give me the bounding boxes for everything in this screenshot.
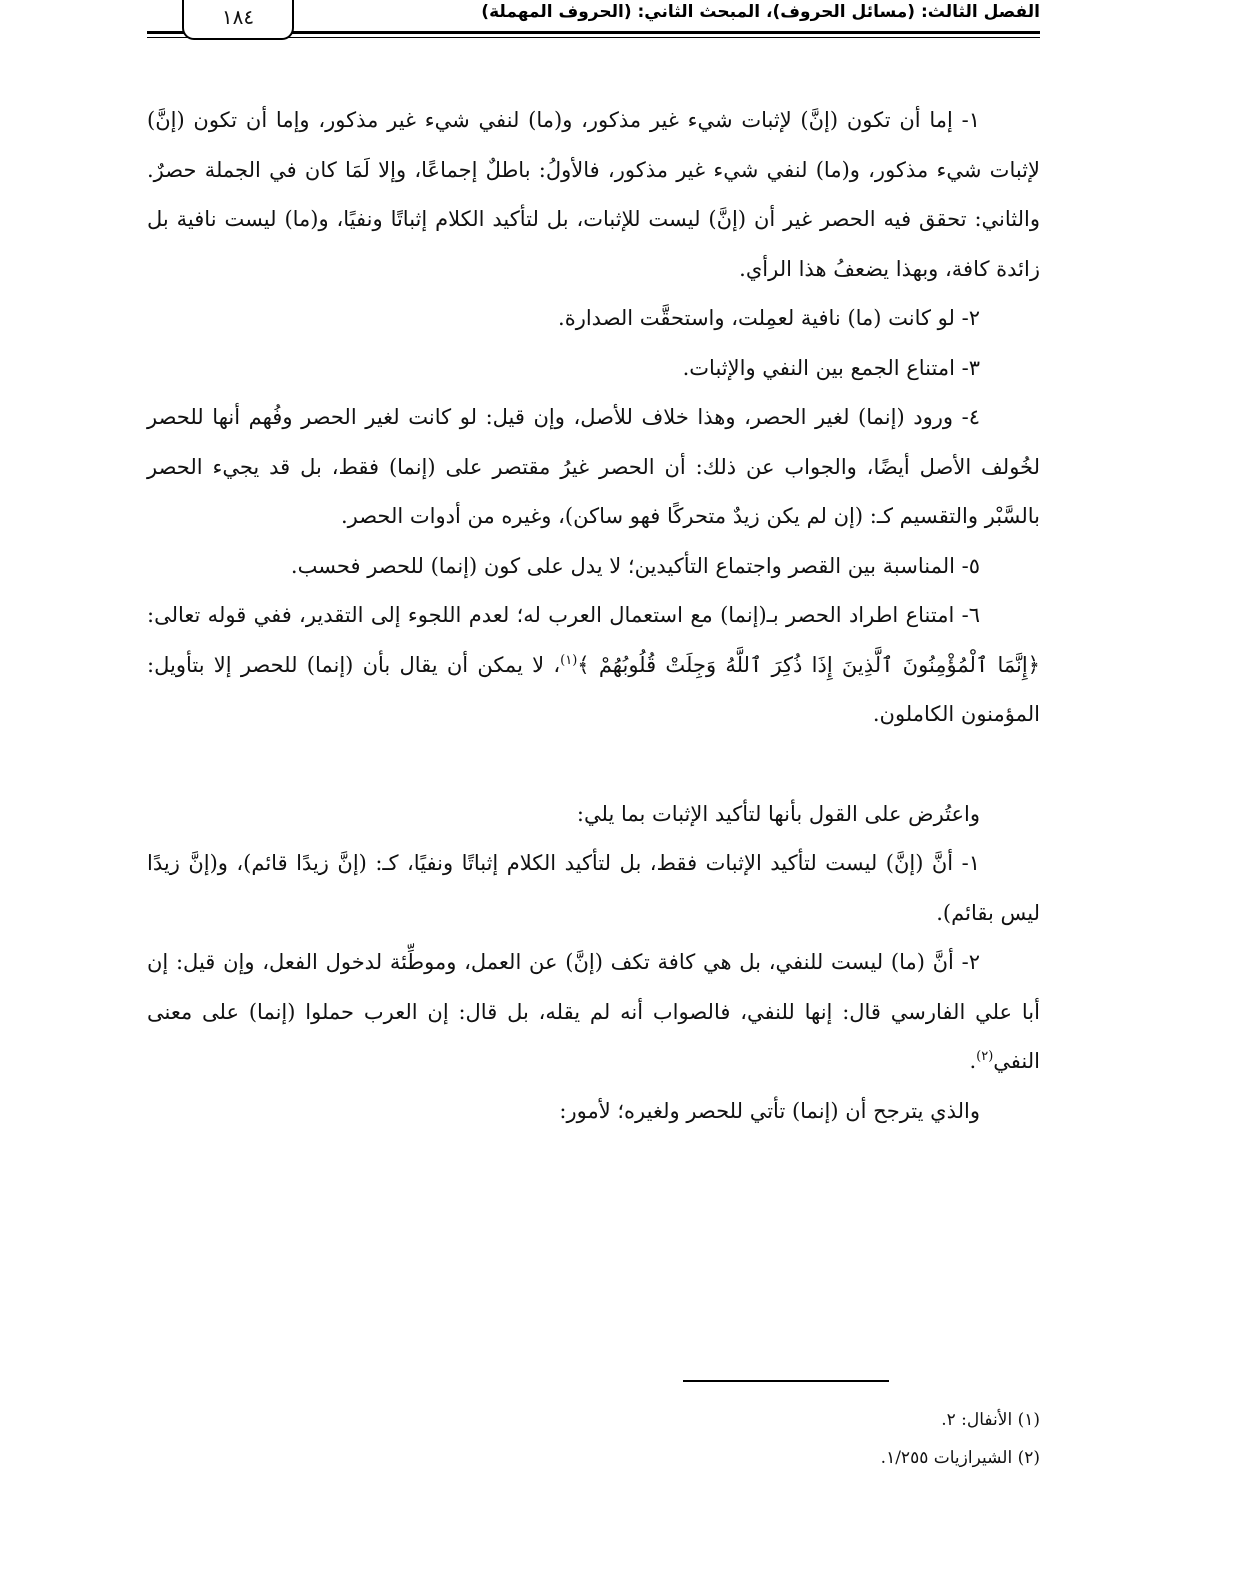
objection-intro: واعتُرض على القول بأنها لتأكيد الإثبات بما يلي: [576, 801, 980, 826]
page-number: ١٨٤ [182, 0, 294, 40]
footnote-1: (١) الأنفال: ٢. [941, 1410, 1040, 1430]
section-spacer [147, 740, 1040, 790]
paragraph-point-4: ٤- ورود (إنما) لغير الحصر، وهذا خلاف للأصل، وإن قيل: لو كانت لغير الحصر وفُهم أنها للحصر لخُولف الأصل أيضًا، والجواب عن ذلك: أن الحصر غيرُ مقتصر على (إنما) فقط، بل قد يجيء الحصر بالسَّبْر والتقسيم كـ: (إن لم يكن زيدٌ متحركًا فهو ساكن)، وغيره من أدوات الحصر. [147, 405, 1040, 528]
footnote-ref-2: (٢) [976, 1049, 994, 1064]
footnote-2: (٢) الشيرازيات ١/٢٥٥. [880, 1448, 1040, 1468]
paragraph-point-5: ٥- المناسبة بين القصر واجتماع التأكيدين؛ لا يدل على كون (إنما) للحصر فحسب. [290, 553, 980, 578]
footnote-ref-1: (١) [560, 652, 578, 668]
objection-point-2-end: . [969, 1049, 977, 1073]
footnotes [700, 1401, 1040, 1477]
page-header [147, 0, 1040, 44]
main-text [147, 96, 1040, 1136]
objection-point-2 [147, 938, 1040, 1087]
footnote-separator [683, 1380, 889, 1382]
paragraph-point-1: ١- إما أن تكون (إنَّ) لإثبات شيء غير مذكور، و(ما) لنفي شيء غير مذكور، وإما أن تكون (إنَّ) لإثبات شيء مذكور، و(ما) لنفي شيء غير مذكور، فالأولُ: باطلٌ إجماعًا، وإلا لَمَا كان في الجملة حصرٌ. والثاني: تحقق فيه الحصر غير أن (إنَّ) ليست للإثبات، بل لتأكيد الكلام إثباتًا ونفيًا، و(ما) ليست نافية بل زائدة كافة، وبهذا يضعفُ هذا الرأي. [147, 108, 1040, 281]
running-header-title: الفصل الثالث: (مسائل الحروف)، المبحث الثاني: (الحروف المهملة) [481, 2, 1040, 22]
conclusion-intro: والذي يترجح أن (إنما) تأتي للحصر ولغيره؛ لأمور: [559, 1098, 980, 1123]
paragraph-point-2: ٢- لو كانت (ما) نافية لعمِلت، واستحقَّت الصدارة. [558, 306, 980, 330]
paragraph-point-3: ٣- امتناع الجمع بين النفي والإثبات. [682, 355, 980, 380]
paragraph-point-6-continuation: ، لا يمكن أن يقال بأن (إنما) للحصر إلا بتأويل: المؤمنون الكاملون. [147, 652, 1040, 726]
objection-point-2-text: ٢- أنَّ (ما) ليست للنفي، بل هي كافة تكف (إنَّ) عن العمل، وموطِّئة لدخول الفعل، وإن قيل: إن أبا علي الفارسي قال: إنها للنفي، فالصواب أنه لم يقله، بل قال: إن العرب حملوا (إنما) على معنى النفي [147, 950, 1040, 1073]
paragraph-point-6 [147, 591, 1040, 740]
objection-point-1: ١- أنَّ (إنَّ) ليست لتأكيد الإثبات فقط، بل لتأكيد الكلام إثباتًا ونفيًا، كـ: (إنَّ زيدًا قائم)، و(إنَّ زيدًا ليس بقائم). [147, 851, 1040, 925]
paragraph-point-6-text: ٦- امتناع اطراد الحصر بـ(إنما) مع استعمال العرب له؛ لعدم اللجوء إلى التقدير، ففي قوله تعالى: ﴿إِنَّمَا ٱلْمُؤْمِنُونَ ٱلَّذِينَ إِذَا ذُكِرَ ٱللَّهُ وَجِلَتْ قُلُوبُهُمْ ﴾ [147, 603, 1040, 677]
